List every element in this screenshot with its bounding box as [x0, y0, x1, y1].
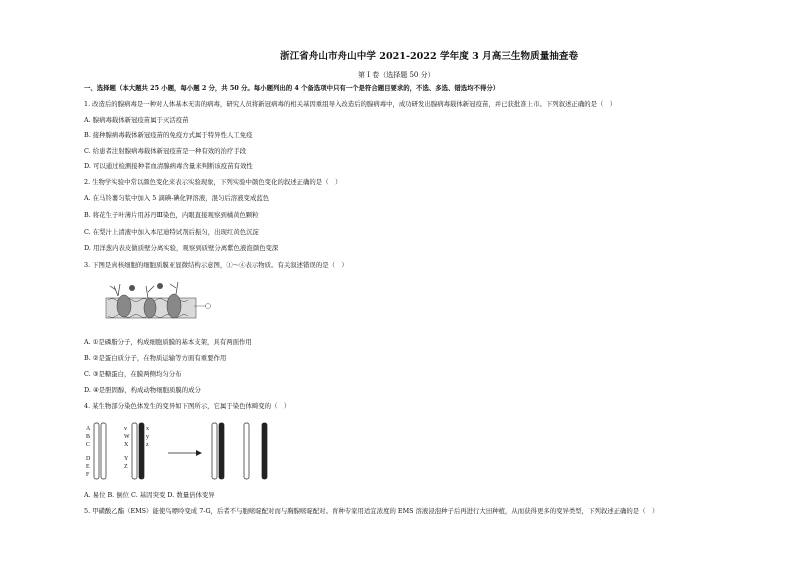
fig2-label-z2: z [146, 442, 149, 448]
intro-line: 一、选择题（本大题共 25 小题，每小题 2 分，共 50 分。每小题列出的 4 个备选项中只有一个是符合题目要求的，不选、多选、错选均不得分） [84, 84, 500, 92]
section-heading: 第 I 卷（选择题 50 分） [358, 71, 435, 79]
q2-option-c: C. 在梨汁上清液中加入本尼迪特试剂后振匀，出现红黄色沉淀 [84, 228, 259, 236]
fig2-label-e: E [86, 464, 90, 470]
chromosome-figure [84, 420, 284, 484]
page-title: 浙江省舟山市舟山中学 2021-2022 学年度 3 月高三生物质量抽查卷 [280, 51, 579, 62]
question-2: 2. 生物学实验中常以颜色变化来表示实验现象，下列实验中颜色变化的叙述正确的是（ ） [84, 178, 342, 186]
q3-option-c: C. ③是糖蛋白，在膜两侧均匀分布 [84, 370, 182, 378]
membrane-figure [94, 276, 214, 332]
question-1: 1. 改造后的腺病毒是一种对人体基本无害的病毒，研究人员将新冠病毒的相关基因重组导入改造后的腺病毒中，成功研发出腺病毒载体新冠疫苗，并已获批准上市。下列叙述正确的是（ ） [84, 100, 617, 108]
q3-option-a: A. ①是磷脂分子，构成细胞质膜的基本支架，具有两面作用 [84, 338, 252, 346]
q1-option-a: A. 腺病毒载体新冠疫苗属于灭活疫苗 [84, 116, 189, 124]
question-5: 5. 甲磺酸乙酯（EMS）能使鸟嘌呤变成 7-G，后者不与胞嘧啶配对而与胸腺嘧啶配对。育种专家用适宜浓度的 EMS 溶液浸泡种子后再进行大田种植，从而获得更多的变异类型，下列叙述正确的是（ ） [84, 507, 659, 515]
fig2-label-y2: y [146, 434, 149, 440]
fig2-label-a: A [86, 426, 91, 432]
q2-option-b: B. 将花生子叶薄片用苏丹Ⅲ染色，内眼直接观察到橘黄色颗粒 [84, 211, 259, 219]
fig2-label-z: Z [124, 464, 128, 470]
q2-option-a: A. 在马铃薯匀浆中加入 5 滴碘-碘化钾溶液，混匀后溶液变成蓝色 [84, 194, 270, 202]
fig2-label-v: v [124, 426, 127, 432]
q4-options: A. 易位 B. 倒位 C. 基因突变 D. 数量倍体变异 [84, 491, 215, 499]
fig2-label-x2: x [146, 426, 149, 432]
q1-option-c: C. 给患者注射腺病毒载体新冠疫苗是一种有效的治疗手段 [84, 147, 247, 155]
question-4: 4. 某生物部分染色体发生的变异如下图所示，它属于染色体畸变的（ ） [84, 402, 291, 410]
fig2-label-c: C [86, 442, 91, 448]
fig2-label-w: W [124, 434, 130, 440]
q3-option-d: D. ④是胆固醇，构成动物细胞质膜的成分 [84, 386, 201, 394]
fig2-label-y: Y [124, 456, 129, 462]
fig2-label-f: F [86, 472, 90, 478]
fig2-label-d: D [86, 456, 91, 462]
fig2-label-x: X [124, 442, 129, 448]
question-3: 3. 下图是真核细胞的细胞质膜亚显微结构示意图，①～④表示物质。有关叙述错误的是（ ） [84, 261, 348, 269]
fig2-label-b: B [86, 434, 91, 440]
q3-option-b: B. ②是蛋白质分子，在物质运输等方面有重要作用 [84, 354, 227, 362]
q2-option-d: D. 用洋葱内表皮做质壁分离实验，观察到质壁分离紫色液泡颜色变深 [84, 244, 279, 252]
q1-option-b: B. 接种腺病毒载体新冠疫苗的免疫方式属于特异性人工免疫 [84, 131, 253, 139]
q1-option-d: D. 可以通过检测接种者血清腺病毒含量来判断该疫苗有效性 [84, 162, 253, 170]
